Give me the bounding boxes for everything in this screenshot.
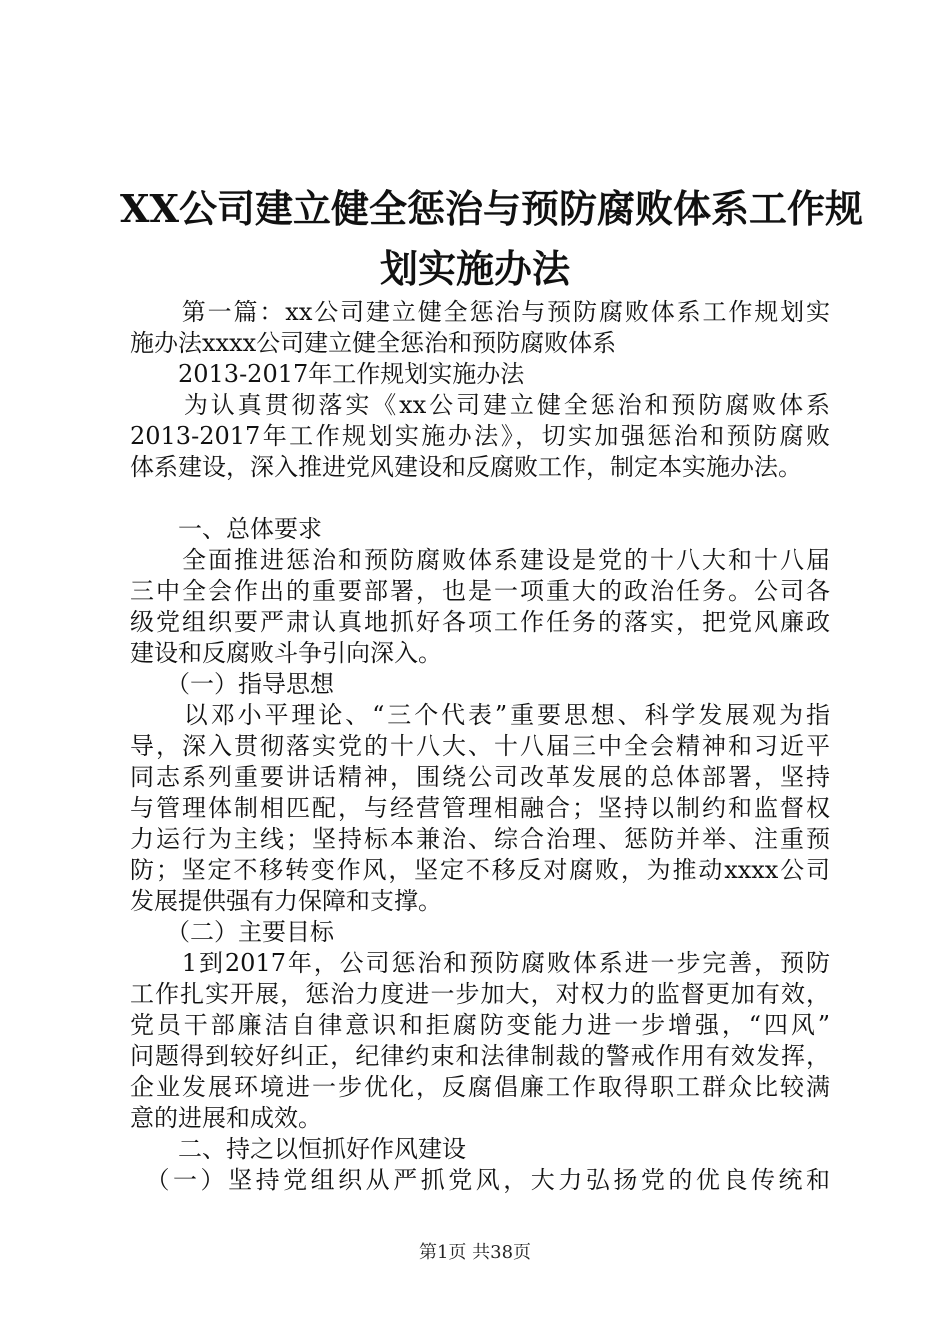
body-line: （二）主要目标 <box>130 918 334 946</box>
body-line: 二、持之以恒抓好作风建设 <box>130 1135 466 1163</box>
document-title-line-1: XX公司建立健全惩治与预防腐败体系工作规 <box>120 186 863 231</box>
body-line: 工作扎实开展，惩治力度进一步加大，对权力的监督更加有效， <box>130 980 830 1008</box>
body-line: 第一篇：xx公司建立健全惩治与预防腐败体系工作规划实 <box>130 298 830 326</box>
body-line: 发展提供强有力保障和支撑。 <box>130 887 442 915</box>
body-line: 级党组织要严肃认真地抓好各项工作任务的落实，把党风廉政 <box>130 608 830 636</box>
document-title-line-2: 划实施办法 <box>379 246 570 291</box>
body-line: 2013-2017年工作规划实施办法》，切实加强惩治和预防腐败 <box>130 422 830 450</box>
body-line: 以邓小平理论、“三个代表”重要思想、科学发展观为指 <box>130 701 830 729</box>
body-line: 问题得到较好纠正，纪律约束和法律制裁的警戒作用有效发挥， <box>130 1042 830 1070</box>
body-line: 2013-2017年工作规划实施办法 <box>130 360 525 388</box>
body-line: 一、总体要求 <box>130 515 322 543</box>
body-line: 意的进展和成效。 <box>130 1104 322 1132</box>
body-line: 企业发展环境进一步优化，反腐倡廉工作取得职工群众比较满 <box>130 1073 830 1101</box>
body-line: 为认真贯彻落实《xx公司建立健全惩治和预防腐败体系 <box>130 391 830 419</box>
body-line: 体系建设，深入推进党风建设和反腐败工作，制定本实施办法。 <box>130 453 802 481</box>
body-line: 1到2017年，公司惩治和预防腐败体系进一步完善，预防 <box>130 949 830 977</box>
body-line: 党员干部廉洁自律意识和拒腐防变能力进一步增强，“四风” <box>130 1011 830 1039</box>
body-line: 导，深入贯彻落实党的十八大、十八届三中全会精神和习近平 <box>130 732 830 760</box>
body-line: （一）坚持党组织从严抓党风，大力弘扬党的优良传统和 <box>130 1166 830 1194</box>
body-line: 力运行为主线；坚持标本兼治、综合治理、惩防并举、注重预 <box>130 825 830 853</box>
body-line: （一）指导思想 <box>130 670 334 698</box>
body-line: 施办法xxxx公司建立健全惩治和预防腐败体系 <box>130 329 617 357</box>
body-line: 建设和反腐败斗争引向深入。 <box>130 639 442 667</box>
body-line <box>130 484 830 512</box>
body-line: 与管理体制相匹配，与经营管理相融合；坚持以制约和监督权 <box>130 794 830 822</box>
body-line: 同志系列重要讲话精神，围绕公司改革发展的总体部署，坚持 <box>130 763 830 791</box>
body-line: 三中全会作出的重要部署，也是一项重大的政治任务。公司各 <box>130 577 830 605</box>
page-footer: 第1页 共38页 <box>418 1242 532 1263</box>
body-line: 全面推进惩治和预防腐败体系建设是党的十八大和十八届 <box>130 546 830 574</box>
body-line: 防；坚定不移转变作风，坚定不移反对腐败，为推动xxxx公司 <box>130 856 830 884</box>
